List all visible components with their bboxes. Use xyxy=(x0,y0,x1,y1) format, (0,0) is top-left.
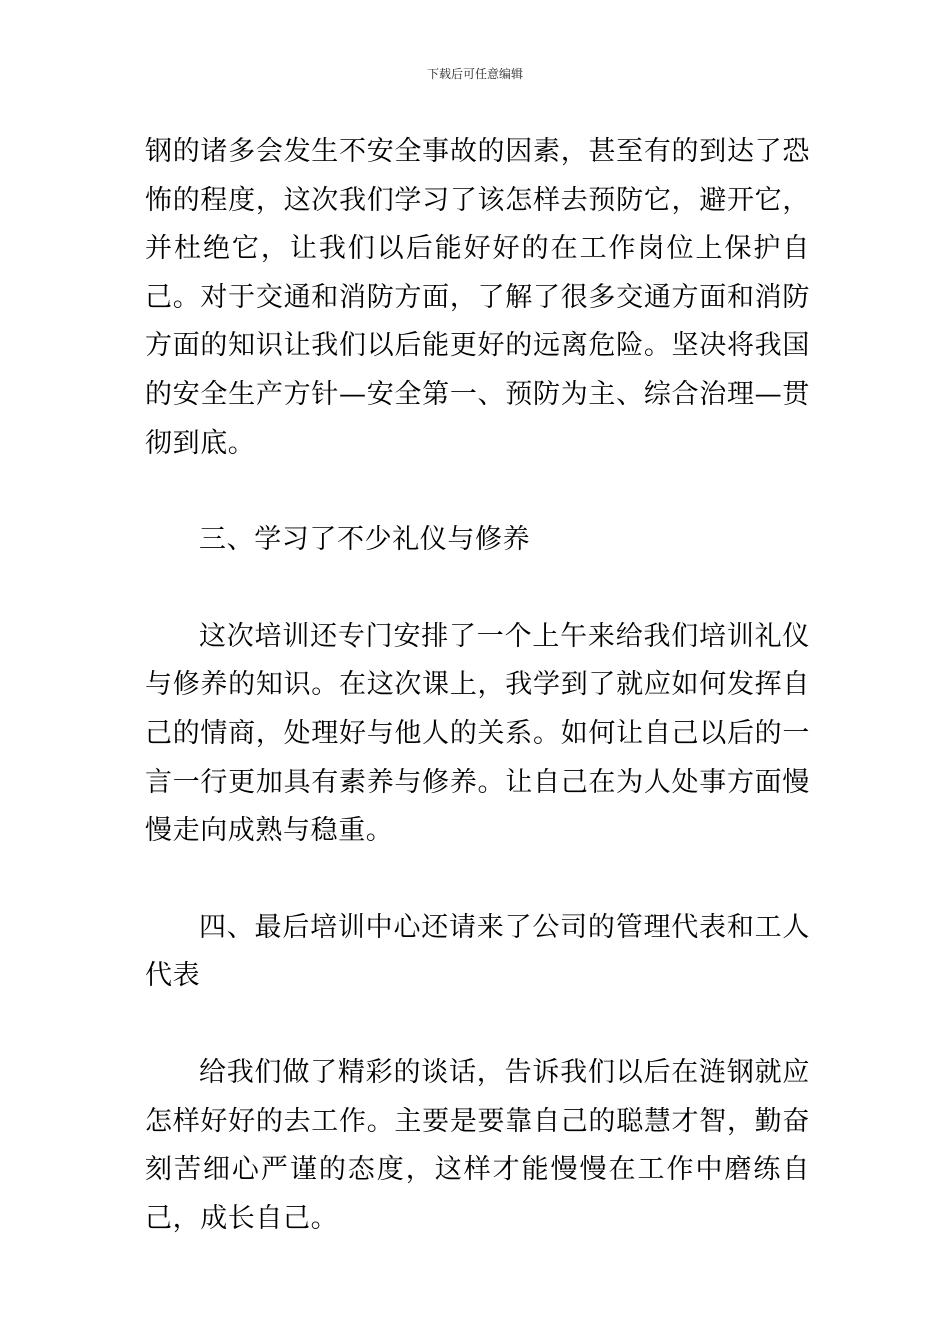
page-header-note: 下载后可任意编辑 xyxy=(426,67,523,81)
paragraph-talk: 给我们做了精彩的谈话，告诉我们以后在涟钢就应怎样好好的去工作。主要是要靠自己的聪慧才智，勤奋刻苦细心严谨的态度，这样才能慢慢在工作中磨练自己，成长自己。 xyxy=(145,1056,810,1234)
section-heading-4: 四、最后培训中心还请来了公司的管理代表和工人代表 xyxy=(145,911,810,992)
document-body xyxy=(145,128,810,1243)
section-heading-3: 三、学习了不少礼仪与修养 xyxy=(199,524,531,556)
paragraph-continuation: 钢的诸多会发生不安全事故的因素，甚至有的到达了恐怖的程度，这次我们学习了该怎样去预防它，避开它，并杜绝它，让我们以后能好好的在工作岗位上保护自己。对于交通和消防方面，了解了很多交通方面和消防方面的知识让我们以后能更好的远离危险。坚决将我国的安全生产方针—安全第一、预防为主、综合治理—贯彻到底。 xyxy=(145,136,810,459)
paragraph-etiquette: 这次培训还专门安排了一个上午来给我们培训礼仪与修养的知识。在这次课上，我学到了就应如何发挥自己的情商，处理好与他人的关系。如何让自己以后的一言一行更加具有素养与修养。让自己在为人处事方面慢慢走向成熟与稳重。 xyxy=(145,620,810,847)
